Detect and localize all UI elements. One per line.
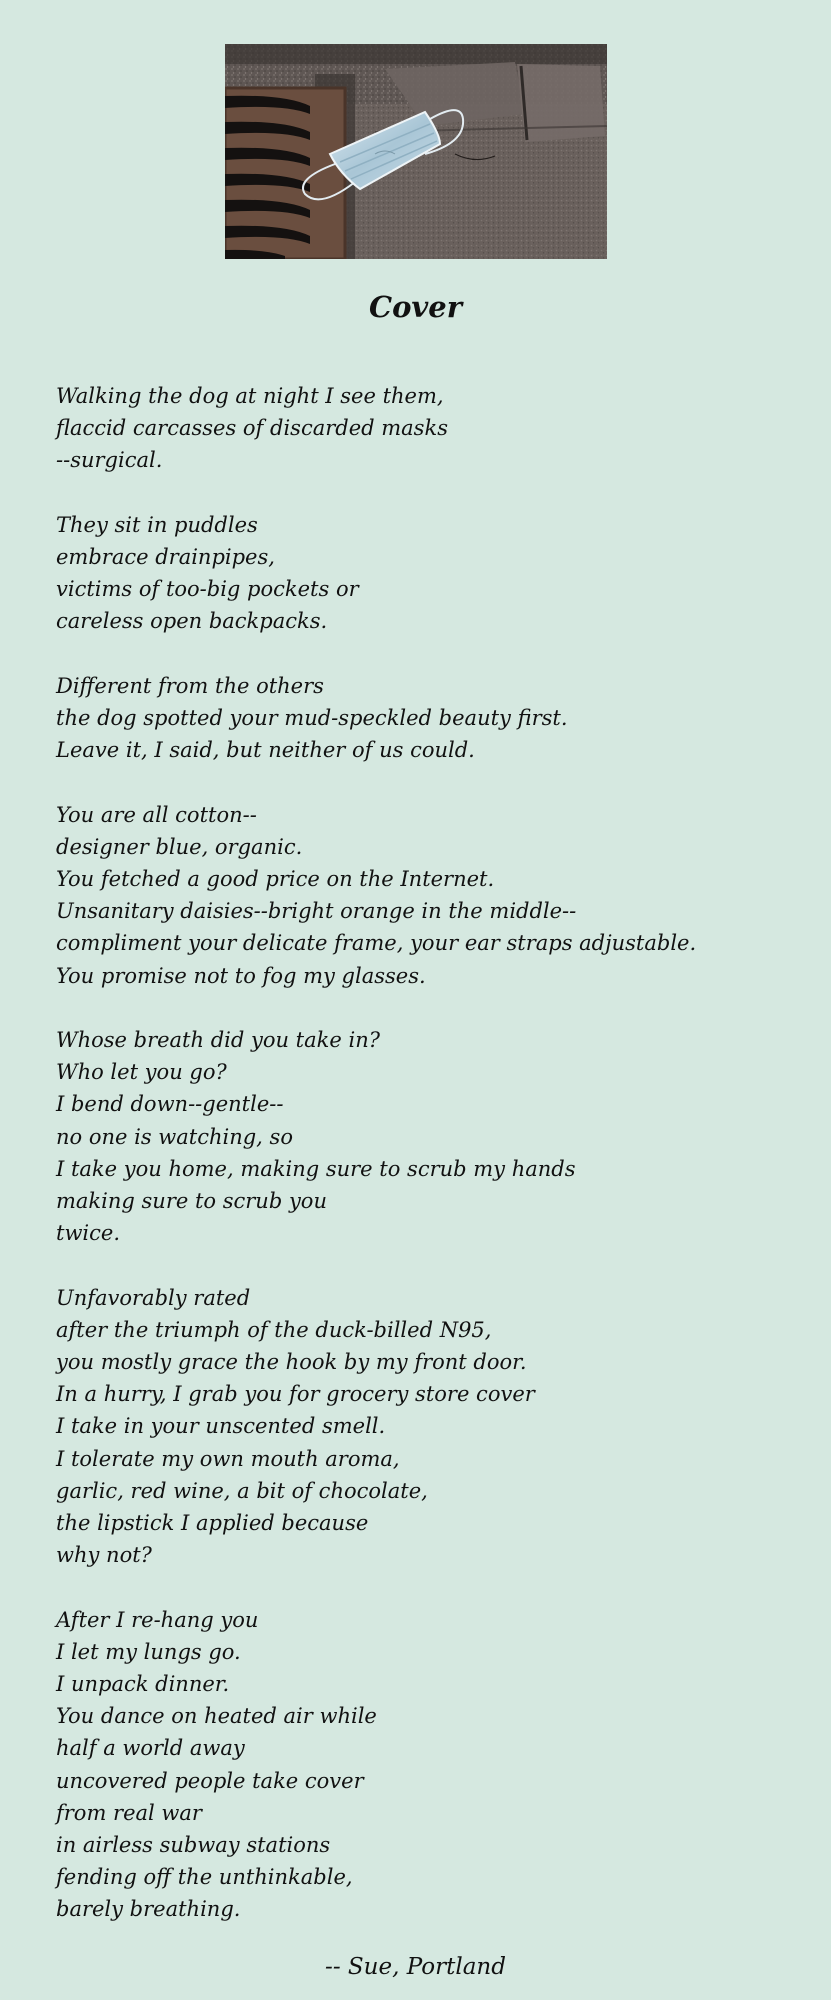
poem-line: I take you home, making sure to scrub my hands — [56, 1156, 576, 1181]
poem-signature: -- Sue, Portland — [325, 1954, 506, 1980]
poem-line: They sit in puddles — [56, 512, 258, 537]
poem-line: barely breathing. — [56, 1897, 241, 1922]
poem-line: Leave it, I said, but neither of us could. — [56, 738, 475, 763]
poem-line: Unfavorably rated — [56, 1285, 251, 1310]
poem-line: the dog spotted your mud-speckled beauty first. — [56, 706, 568, 730]
poem-line: Walking the dog at night I see them, — [56, 384, 444, 408]
poem-line: I tolerate my own mouth aroma, — [56, 1446, 400, 1471]
poem-line: after the triumph of the duck-billed N95, — [56, 1317, 492, 1342]
poem-line: embrace drainpipes, — [56, 545, 275, 569]
poem-title: Cover — [368, 290, 462, 324]
poem-line: compliment your delicate frame, your ear straps adjustable. — [56, 931, 697, 956]
poem-line: why not? — [56, 1543, 152, 1568]
poem-line: You dance on heated air while — [56, 1704, 377, 1729]
poem-line: Unsanitary daisies--bright orange in the middle-- — [56, 899, 577, 924]
poem-line: in airless subway stations — [56, 1833, 331, 1858]
poem-line: designer blue, organic. — [56, 834, 303, 859]
stanza — [56, 380, 816, 477]
poem-line: Different from the others — [56, 673, 324, 698]
stanza — [56, 1024, 816, 1249]
poem-line: I unpack dinner. — [56, 1672, 230, 1697]
stanza — [56, 799, 816, 992]
poem-line: uncovered people take cover — [56, 1768, 364, 1793]
poem-line: twice. — [56, 1221, 120, 1246]
poem-line: You promise not to fog my glasses. — [56, 963, 426, 988]
poem-line: flaccid carcasses of discarded masks — [56, 416, 448, 441]
poem-line: no one is watching, so — [56, 1124, 293, 1149]
poem-line: careless open backpacks. — [56, 609, 328, 634]
mask-photo — [225, 44, 607, 259]
stanza — [56, 1604, 816, 1926]
poem-line: Whose breath did you take in? — [56, 1028, 380, 1052]
poem-line: half a world away — [56, 1736, 245, 1761]
poem-body — [56, 380, 816, 1958]
poem-line: fending off the unthinkable, — [56, 1865, 353, 1890]
poem-line: I take in your unscented smell. — [56, 1414, 386, 1439]
poem-line: the lipstick I applied because — [56, 1511, 369, 1536]
poem-line: victims of too-big pockets or — [56, 577, 359, 602]
poem-line: making sure to scrub you — [56, 1189, 327, 1214]
poem-line: You are all cotton-- — [56, 802, 257, 827]
poem-line: In a hurry, I grab you for grocery store cover — [56, 1382, 535, 1407]
stanza — [56, 670, 816, 767]
poem-line: Who let you go? — [56, 1060, 227, 1085]
poem-line: I let my lungs go. — [56, 1639, 241, 1664]
poem-line: --surgical. — [56, 448, 163, 473]
stanza — [56, 1282, 816, 1572]
poem-line: After I re-hang you — [56, 1607, 259, 1632]
stanza — [56, 509, 816, 638]
poem-line: you mostly grace the hook by my front door. — [56, 1350, 527, 1375]
poem-line: I bend down--gentle-- — [56, 1092, 284, 1117]
poem-line: garlic, red wine, a bit of chocolate, — [56, 1478, 428, 1503]
poem-line: from real war — [56, 1800, 202, 1825]
poem-line: You fetched a good price on the Internet. — [56, 867, 495, 891]
